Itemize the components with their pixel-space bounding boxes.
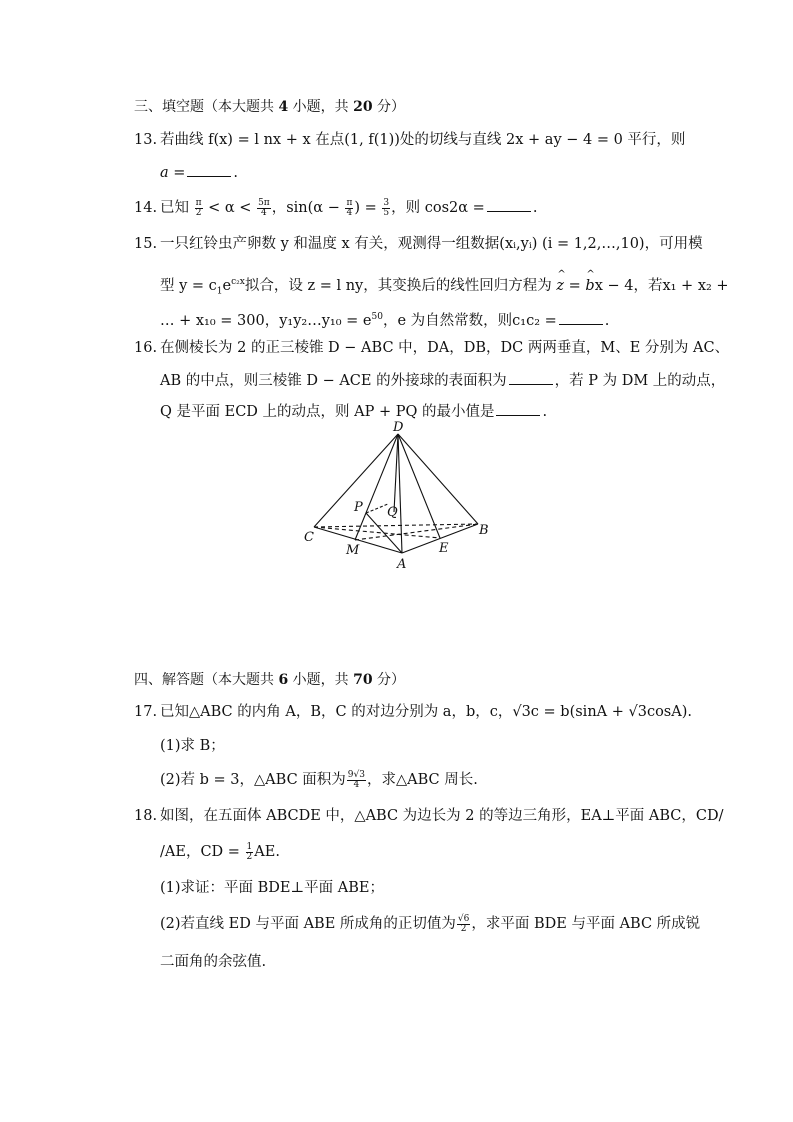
label-B: B xyxy=(479,523,489,538)
question-13-line-1: 13. 若曲线 f(x) = l nx + x 在点(1, f(1))处的切线与直线 2x + ay − 4 = 0 平行，则 xyxy=(134,132,686,148)
question-17-line-1: 17. 已知△ABC 的内角 A，B，C 的对边分别为 a，b，c，√3c = b(sinA + √3cosA). xyxy=(134,704,692,720)
question-number: 14. xyxy=(134,200,158,216)
label-C: C xyxy=(304,530,314,545)
question-17-part-2: (2)若 b = 3，△ABC 面积为 $\frac{9√3}{4}$ ，求△ABC 周长. xyxy=(160,769,478,790)
question-number: 17. xyxy=(134,704,158,720)
question-15-line-2: 型 $y = c_1e^{c_2x}$拟合，设 z = l ny，其变换后的线性回归方程为 ^ z = ^ bx − 4，若x₁ + x₂ + xyxy=(160,272,729,302)
answer-blank xyxy=(509,370,553,385)
fraction: $\frac{3}{5}$ xyxy=(383,197,390,218)
question-number: 13. xyxy=(134,132,158,148)
question-number: 18. xyxy=(134,808,158,824)
segment-DE xyxy=(398,434,440,538)
label-P: P xyxy=(354,500,363,515)
section-3-heading: 三、填空题（本大题共 4 小题，共 20 分） xyxy=(134,99,406,115)
question-15-line-1: 15. 一只红铃虫产卵数 y 和温度 x 有关，观测得一组数据(xᵢ,yᵢ) (i = 1,2,…,10)，可用模 xyxy=(134,236,703,252)
question-18-line-2: /AE，CD = $\frac{1}{2}$ AE. xyxy=(160,841,280,862)
fraction: $\frac{1}{2}$ xyxy=(246,841,253,862)
question-15-line-3: … + x₁₀ = 300，y₁y₂…y₁₀ = $e^{50}$，e 为自然常数，则c₁c₂ = . xyxy=(160,307,609,331)
answer-blank xyxy=(496,401,540,416)
label-E: E xyxy=(439,541,449,556)
label-A: A xyxy=(397,557,407,572)
question-16-line-3: Q 是平面 ECD 上的动点，则 AP + PQ 的最小值是 . xyxy=(160,401,547,422)
fraction: $\frac{\pi}{2}$ xyxy=(195,197,202,218)
answer-blank xyxy=(187,162,231,177)
label-M: M xyxy=(346,543,360,558)
question-18-line-1: 18. 如图，在五面体 ABCDE 中，△ABC 为边长为 2 的等边三角形，EA⊥平面 ABC，CD/ xyxy=(134,808,724,824)
fraction: $\frac{9√3}{4}$ xyxy=(347,769,365,790)
label-Q: Q xyxy=(387,505,398,520)
question-18-part-2: (2)若直线 ED 与平面 ABE 所成角的正切值为 $\frac{√6}{2}$ ，求平面 BDE 与平面 ABC 所成锐 xyxy=(160,913,701,934)
fraction: $\frac{\pi}{4}$ xyxy=(346,197,353,218)
question-18-last-line: 二面角的余弦值. xyxy=(160,954,267,970)
label-D: D xyxy=(393,420,404,435)
question-17-part-1: (1)求 B； xyxy=(160,738,225,754)
pyramid-figure xyxy=(296,420,506,580)
answer-blank xyxy=(559,310,603,325)
answer-blank xyxy=(487,197,531,212)
question-16-line-2: AB 的中点，则三棱锥 D − ACE 的外接球的表面积为 ，若 P 为 DM 上的动点， xyxy=(160,370,725,391)
edge-DB xyxy=(398,434,478,524)
segment-DQ xyxy=(394,434,398,512)
fraction: $\frac{√6}{2}$ xyxy=(457,913,470,934)
question-13-line-2: a = . xyxy=(160,162,238,183)
question-18-part-1: (1)求证：平面 BDE⊥平面 ABE； xyxy=(160,880,384,896)
question-number: 16. xyxy=(134,340,158,356)
fraction: $\frac{5\pi}{4}$ xyxy=(258,197,270,218)
section-4-heading: 四、解答题（本大题共 6 小题，共 70 分） xyxy=(134,672,406,688)
question-number: 15. xyxy=(134,236,158,252)
question-14: 14. 已知 $\frac{\pi}{2}$ < α < $\frac{5\pi}{4}$ ，sin(α − $\frac{\pi}{4}$ ) = $\frac{3}{5}$ ，则 cos2α = . xyxy=(134,197,538,218)
edge-CB-hidden xyxy=(314,524,478,527)
question-16-line-1: 16. 在侧棱长为 2 的正三棱锥 D − ABC 中，DA，DB，DC 两两垂直，M、E 分别为 AC、 xyxy=(134,340,730,356)
